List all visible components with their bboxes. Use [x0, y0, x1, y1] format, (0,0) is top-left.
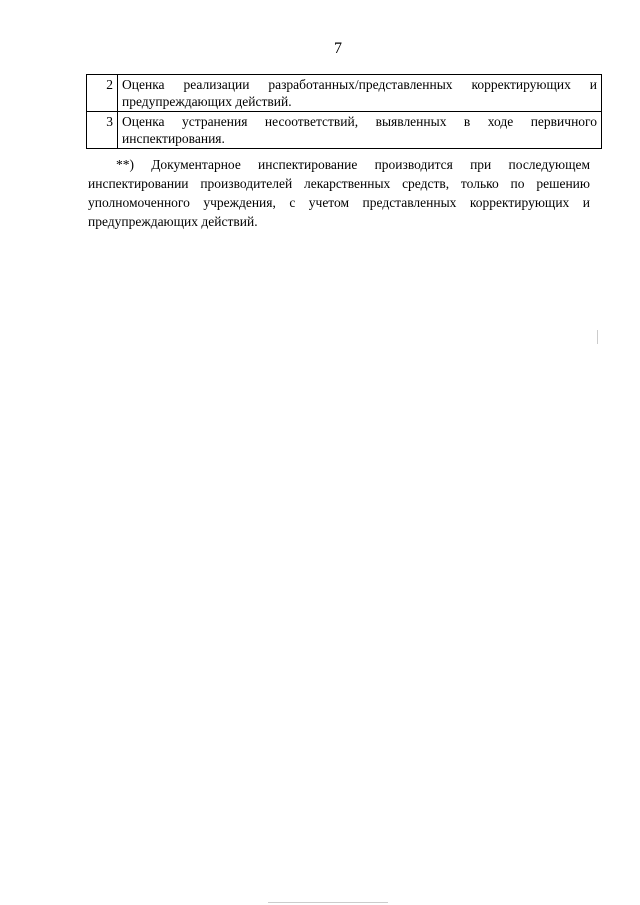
- table-row: [87, 75, 602, 112]
- row-text: Оценка устранения несоответствий, выявленных в ходе первичного инспектирования.: [118, 112, 602, 149]
- scan-artifact-line: [268, 902, 388, 903]
- footnote-paragraph: **) Документарное инспектирование производится при последующем инспектировании производителей лекарственных средств, только по решению уполномоченного учреждения, с учетом представленных корректирующих и предупреждающих действий.: [88, 157, 590, 229]
- scan-artifact-line: [597, 330, 598, 344]
- page-number: 7: [334, 40, 342, 57]
- table-row: [87, 112, 602, 149]
- row-text: Оценка реализации разработанных/представленных корректирующих и предупреждающих действий.: [118, 75, 602, 112]
- row-number: 3: [87, 112, 118, 149]
- inspection-table: [86, 74, 602, 149]
- row-number: 2: [87, 75, 118, 112]
